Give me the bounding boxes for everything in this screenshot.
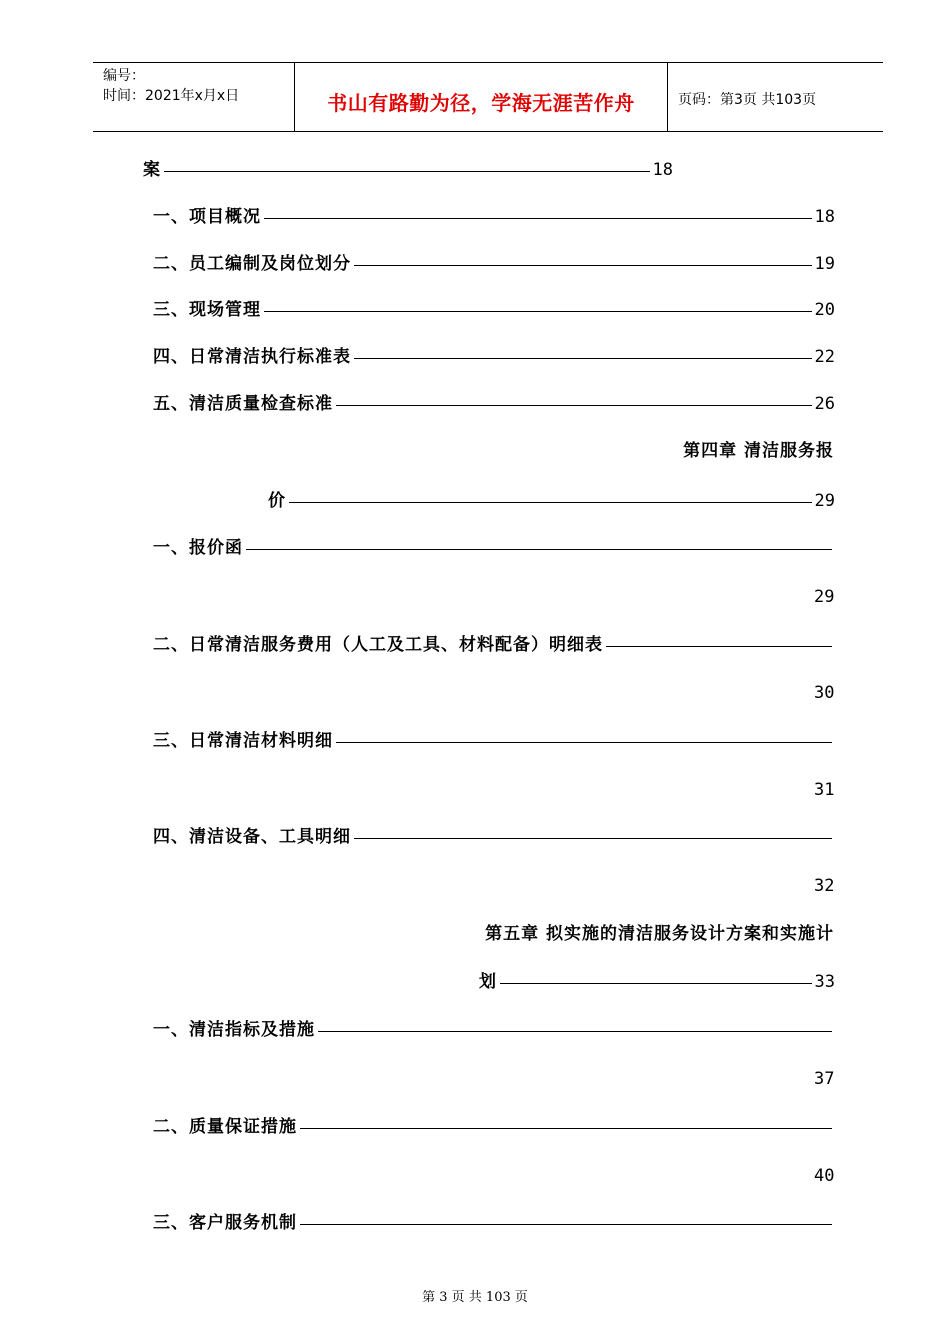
toc-entry-page: 22 [814, 347, 835, 367]
toc-leader [246, 549, 832, 550]
toc-entry [153, 633, 835, 657]
toc-entry-page: 40 [814, 1166, 835, 1186]
time-label: 时间：2021年x月x日 [103, 88, 240, 104]
toc-entry-page: 18 [652, 160, 673, 180]
toc-leader [354, 358, 812, 359]
toc-entry-page: 29 [814, 491, 835, 511]
toc-leader [336, 742, 832, 743]
toc-entry-page: 32 [814, 876, 835, 896]
toc-leader [289, 502, 812, 503]
toc-entry-title: 二、质量保证措施 [153, 1117, 297, 1137]
serial-label: 编号： [103, 68, 145, 84]
toc-entry-title: 一、报价函 [153, 538, 243, 558]
toc-entry [153, 1018, 835, 1042]
toc-leader [354, 838, 832, 839]
toc-entry-title: 四、清洁设备、工具明细 [153, 827, 351, 847]
toc-entry-title: 五、清洁质量检查标准 [153, 394, 333, 414]
toc-leader [500, 983, 812, 984]
toc-entry [153, 205, 835, 229]
toc-entry-page: 31 [814, 780, 835, 800]
motto-text: 书山有路勤为径，学海无涯苦作舟 [327, 91, 635, 115]
toc-entry-page: 37 [814, 1069, 835, 1089]
toc-entry-page: 26 [814, 394, 835, 414]
toc-chapter-heading: 第五章 拟实施的清洁服务设计方案和实施计 [485, 924, 834, 944]
toc-leader [336, 405, 812, 406]
toc-entry-title: 四、日常清洁执行标准表 [153, 347, 351, 367]
toc-leader [318, 1031, 832, 1032]
toc-entry-title: 划 [479, 972, 497, 992]
toc-entry [153, 536, 835, 560]
toc-entry [153, 298, 835, 322]
toc-leader [300, 1128, 832, 1129]
toc-entry-title: 一、清洁指标及措施 [153, 1020, 315, 1040]
toc-leader [264, 218, 812, 219]
toc-entry-title: 三、客户服务机制 [153, 1213, 297, 1233]
toc-entry-page: 19 [814, 254, 835, 274]
toc-leader [164, 171, 650, 172]
toc-leader [264, 311, 812, 312]
toc-entry-title: 三、日常清洁材料明细 [153, 731, 333, 751]
toc-entry [153, 1115, 835, 1139]
toc-entry [479, 970, 835, 994]
toc-entry-page: 33 [814, 972, 835, 992]
toc-entry-page: 30 [814, 683, 835, 703]
toc-entry [153, 252, 835, 276]
toc-entry [153, 1211, 835, 1235]
toc-entry-page: 18 [814, 207, 835, 227]
toc-entry-title: 案 [143, 160, 161, 180]
header-page-label: 页码：第3页 共103页 [678, 92, 817, 108]
toc-entry-title: 价 [268, 491, 286, 511]
toc-chapter-heading: 第四章 清洁服务报 [683, 441, 834, 461]
toc-entry [153, 345, 835, 369]
toc-entry-title: 三、现场管理 [153, 300, 261, 320]
toc-entry-page: 20 [814, 300, 835, 320]
toc-entry-page: 29 [814, 587, 835, 607]
toc-entry-title: 二、日常清洁服务费用（人工及工具、材料配备）明细表 [153, 635, 603, 655]
toc-entry [153, 392, 835, 416]
toc-entry [153, 729, 835, 753]
page-footer: 第 3 页 共 103 页 [422, 1290, 528, 1305]
toc-entry [143, 158, 673, 182]
toc-leader [354, 265, 812, 266]
toc-entry-title: 二、员工编制及岗位划分 [153, 254, 351, 274]
toc-leader [606, 646, 832, 647]
toc-entry [268, 489, 835, 513]
toc-leader [300, 1224, 832, 1225]
toc-entry [153, 825, 835, 849]
toc-entry-title: 一、项目概况 [153, 207, 261, 227]
